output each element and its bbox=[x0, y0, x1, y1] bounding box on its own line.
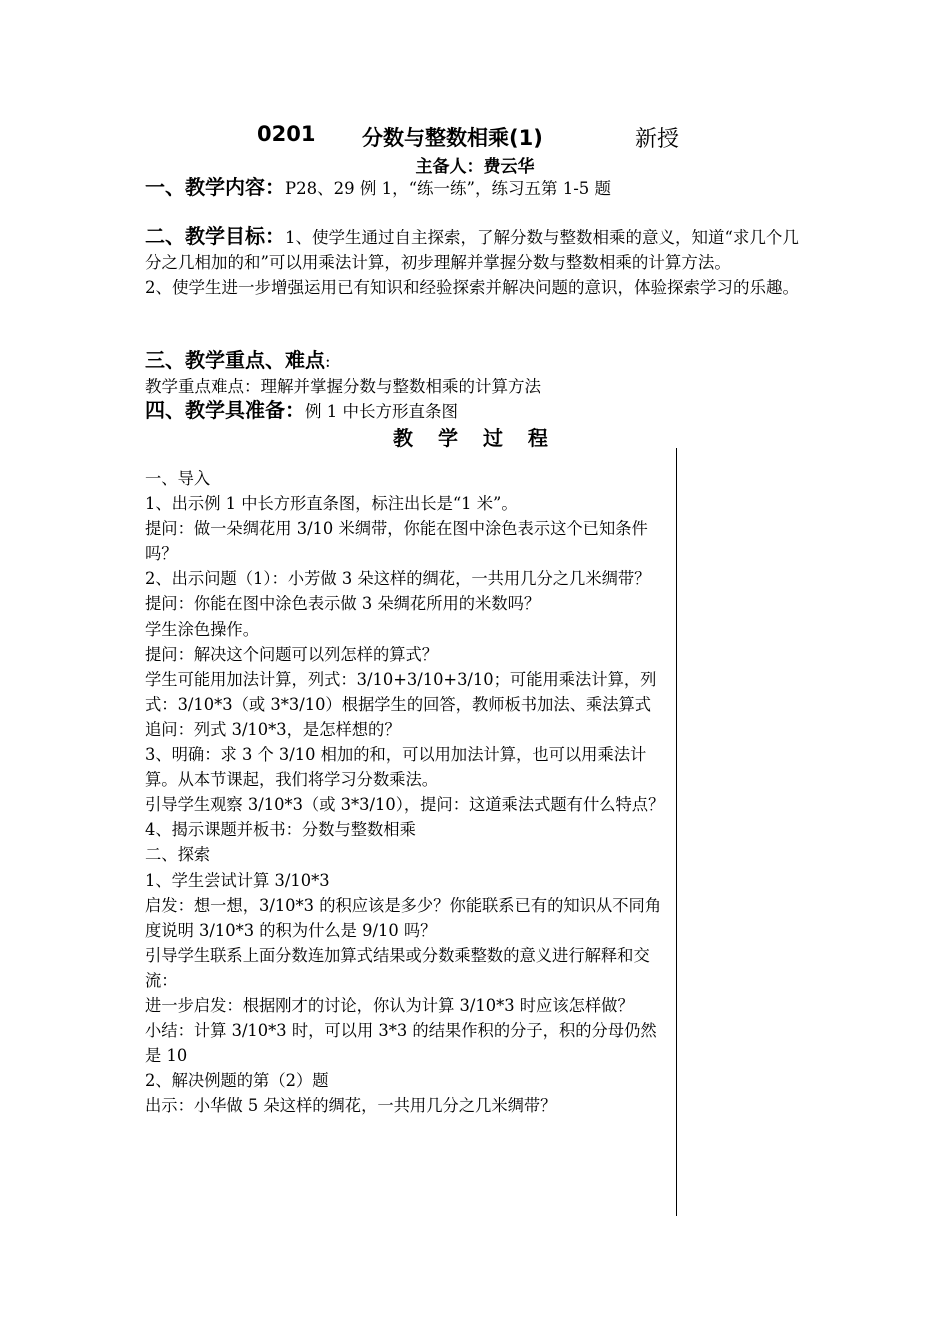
title-row bbox=[0, 122, 950, 154]
section-objectives bbox=[145, 224, 805, 300]
section-text: 例 1 中长方形直条图 bbox=[305, 402, 458, 421]
section-materials bbox=[145, 398, 805, 424]
process-line: 提问：你能在图中涂色表示做 3 朵绸花所用的米数吗？ bbox=[145, 594, 541, 614]
section-text: 教学重点难点：理解并掌握分数与整数相乘的计算方法 bbox=[145, 377, 541, 396]
section-text: P28、29 例 1，“练一练”，练习五第 1-5 题 bbox=[285, 179, 612, 198]
section-heading: 一、教学内容： bbox=[145, 175, 285, 199]
process-line: 学生涂色操作。 bbox=[145, 619, 259, 639]
section-content bbox=[145, 175, 805, 201]
section-heading: 二、教学目标： bbox=[145, 224, 285, 248]
process-body bbox=[145, 466, 670, 1118]
lesson-code: 0201 bbox=[257, 122, 316, 146]
process-title: 教 学 过 程 bbox=[393, 426, 557, 450]
section-text: 2、使学生进一步增强运用已有知识和经验探索并解决问题的意识，体验探索学习的乐趣。 bbox=[145, 278, 799, 297]
section-heading: 三、教学重点、难点 bbox=[145, 348, 325, 372]
process-line: 1、出示例 1 中长方形直条图，标注出长是“1 米”。 bbox=[145, 494, 518, 514]
process-line: 提问：做一朵绸花用 3/10 米绸带，你能在图中涂色表示这个已知条件吗？ bbox=[145, 519, 648, 564]
process-line: 2、解决例题的第（2）题 bbox=[145, 1071, 329, 1091]
process-line: 1、学生尝试计算 3/10*3 bbox=[145, 870, 330, 890]
section-heading: 四、教学具准备： bbox=[145, 398, 305, 422]
process-line: 4、揭示课题并板书：分数与整数相乘 bbox=[145, 820, 416, 840]
process-line: 引导学生观察 3/10*3（或 3*3/10），提问：这道乘法式题有什么特点？ bbox=[145, 795, 665, 815]
section-colon: : bbox=[325, 352, 331, 371]
table-divider bbox=[676, 448, 677, 1216]
process-line: 3、明确：求 3 个 3/10 相加的和，可以用加法计算，也可以用乘法计算。从本节课起，我们将学习分数乘法。 bbox=[145, 745, 647, 790]
process-line: 启发：想一想，3/10*3 的积应该是多少？你能联系已有的知识从不同角度说明 3/10*3 的积为什么是 9/10 吗？ bbox=[145, 895, 662, 940]
process-line: 二、探索 bbox=[145, 845, 211, 865]
process-line: 学生可能用加法计算，列式：3/10+3/10+3/10；可能用乘法计算，列式：3/10*3（或 3*3/10）根据学生的回答，教师板书加法、乘法算式 bbox=[145, 669, 657, 714]
process-line: 追问：列式 3/10*3，是怎样想的？ bbox=[145, 719, 401, 739]
section-key-points bbox=[145, 348, 805, 399]
lesson-type: 新授 bbox=[635, 127, 680, 152]
process-line: 小结：计算 3/10*3 时，可以用 3*3 的结果作积的分子，积的分母仍然是 10 bbox=[145, 1021, 657, 1066]
author-line: 主备人：费云华 bbox=[415, 157, 535, 177]
process-line: 引导学生联系上面分数连加算式结果或分数乘整数的意义进行解释和交流： bbox=[145, 945, 650, 990]
section-text: 1、使学生通过自主探索，了解分数与整数相乘的意义，知道“求几个几分之几相加的和”可以用乘法计算，初步理解并掌握分数与整数相乘的计算方法。 bbox=[145, 228, 799, 272]
process-line: 出示：小华做 5 朵这样的绸花，一共用几分之几米绸带？ bbox=[145, 1096, 557, 1116]
process-line: 进一步启发：根据刚才的讨论，你认为计算 3/10*3 时应该怎样做？ bbox=[145, 995, 634, 1015]
process-line: 一、导入 bbox=[145, 469, 211, 488]
lesson-title: 分数与整数相乘(1) bbox=[362, 126, 543, 150]
process-line: 2、出示问题（1）：小芳做 3 朵这样的绸花，一共用几分之几米绸带？ bbox=[145, 569, 651, 589]
process-line: 提问：解决这个问题可以列怎样的算式？ bbox=[145, 644, 439, 664]
